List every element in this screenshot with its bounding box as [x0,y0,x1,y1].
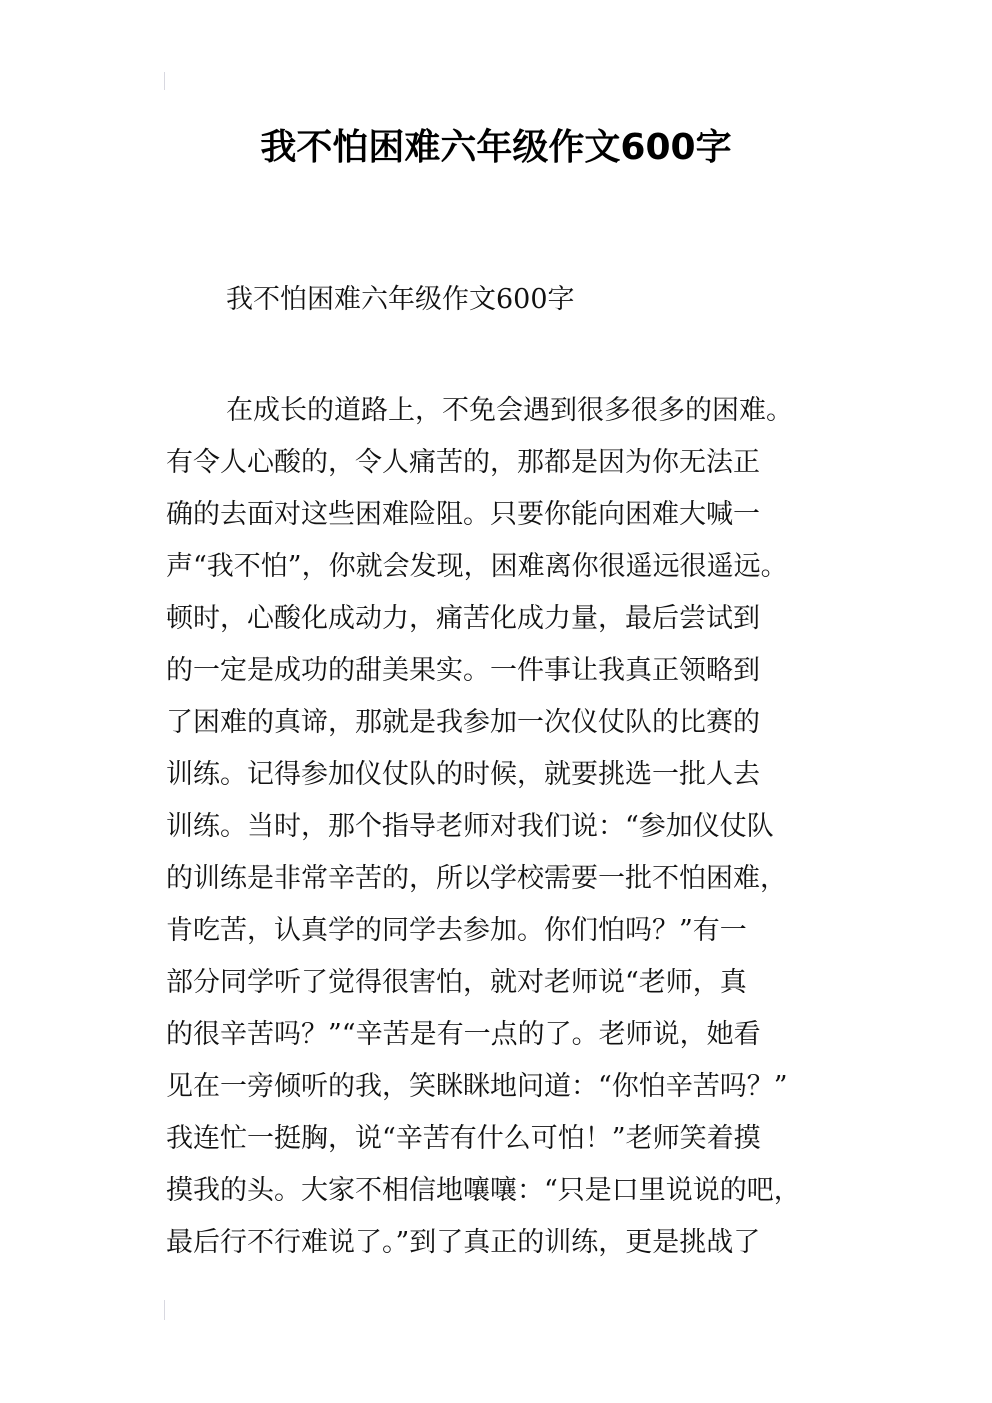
document-title: 我不怕困难六年级作文600字 [260,127,732,168]
body-line: 摸我的头。大家不相信地嚷嚷：“只是口里说说的吧， [166,1175,801,1206]
body-line: 训练。当时，那个指导老师对我们说：“参加仪仗队 [166,811,774,842]
body-line: 肯吃苦，认真学的同学去参加。你们怕吗？”有一 [166,915,747,946]
body-line: 声“我不怕”，你就会发现，困难离你很遥远很遥远。 [166,551,788,582]
body-line: 最后行不行难说了。”到了真正的训练，更是挑战了 [166,1227,761,1258]
page-margin-mark-bottom [164,1300,165,1320]
document-subtitle: 我不怕困难六年级作文600字 [226,284,575,315]
body-line: 的一定是成功的甜美果实。一件事让我真正领略到 [166,655,760,686]
body-line: 见在一旁倾听的我，笑眯眯地问道：“你怕辛苦吗？” [166,1071,788,1102]
body-line: 顿时，心酸化成动力，痛苦化成力量，最后尝试到 [166,603,760,634]
body-line: 我连忙一挺胸，说“辛苦有什么可怕！”老师笑着摸 [166,1123,761,1154]
body-line: 在成长的道路上，不免会遇到很多很多的困难。 [226,395,793,426]
body-line: 有令人心酸的，令人痛苦的，那都是因为你无法正 [166,447,760,478]
body-line: 的很辛苦吗？”“辛苦是有一点的了。老师说，她看 [166,1019,761,1050]
body-line: 部分同学听了觉得很害怕，就对老师说“老师，真 [166,967,747,998]
body-line: 的训练是非常辛苦的，所以学校需要一批不怕困难， [166,863,787,894]
document-body [166,385,856,1269]
body-line: 确的去面对这些困难险阻。只要你能向困难大喊一 [166,499,760,530]
body-line: 了困难的真谛，那就是我参加一次仪仗队的比赛的 [166,707,760,738]
body-line: 训练。记得参加仪仗队的时候，就要挑选一批人去 [166,759,760,790]
page-margin-mark-top [164,72,165,90]
